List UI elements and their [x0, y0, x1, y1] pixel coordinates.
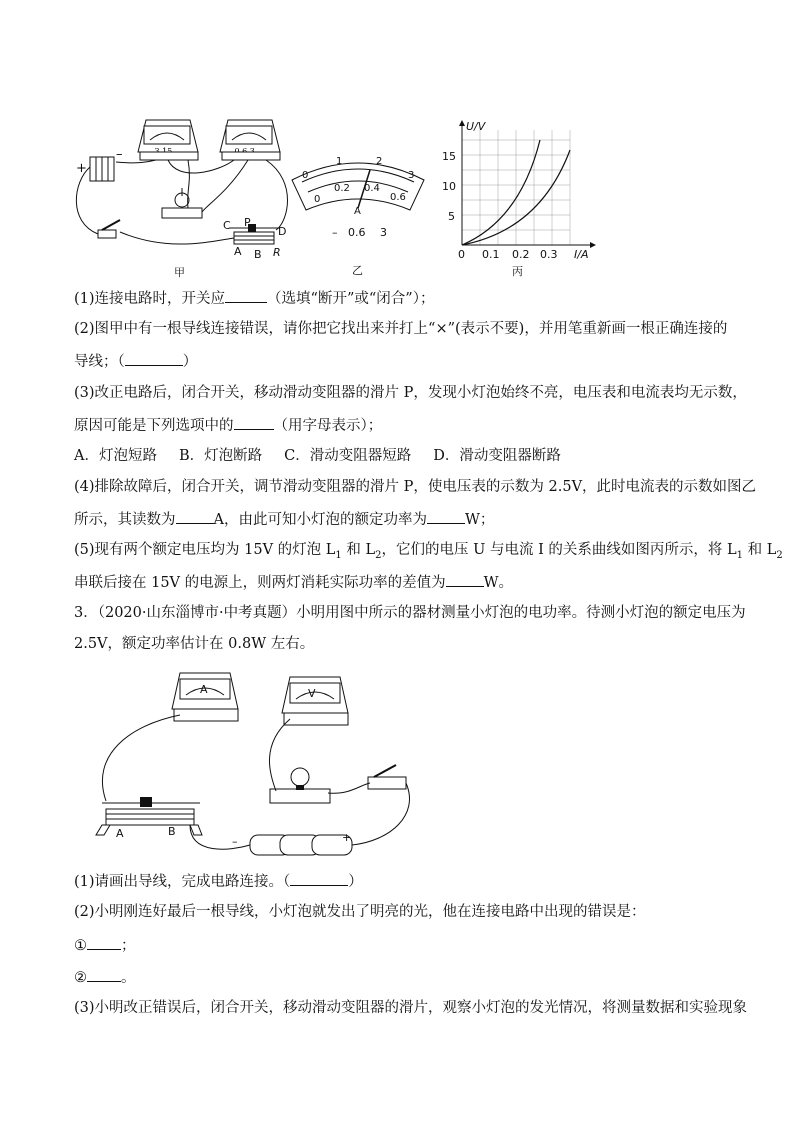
q2-part2-line2: [74, 350, 734, 372]
terminal-3: 3: [380, 226, 387, 239]
q2-part3-line2: [74, 414, 734, 436]
x-tick-01: 0.1: [482, 248, 500, 261]
q3-part1: [74, 870, 734, 892]
figure-q3-apparatus: [90, 665, 420, 865]
iu-curve-chart: [440, 120, 610, 250]
figure-jia: [68, 112, 298, 279]
option-a[interactable]: A．灯泡短路: [74, 448, 157, 464]
q2-p5-text-f: W。: [483, 575, 514, 591]
label-d: D: [278, 225, 287, 238]
q2-p4-text-d: W；: [464, 512, 495, 528]
answer-blank-fault[interactable]: [234, 414, 274, 430]
q2-p3-text-b: 原因可能是下列选项中的: [74, 418, 234, 434]
answer-blank-error1[interactable]: [87, 934, 121, 950]
q3-label-b: B: [168, 825, 176, 838]
caption-jia: 甲: [174, 266, 185, 279]
q2-p5-text: (5)现有两个额定电压均为 15V 的灯泡 L: [74, 542, 336, 558]
x-tick-03: 0.3: [540, 248, 558, 261]
q3-p1-text-b: ）: [348, 874, 363, 890]
dial-inner-3: 0.6: [390, 192, 406, 203]
label-p: P: [244, 216, 251, 229]
q3-p3-text: (3)小明改正错误后，闭合开关，移动滑动变阻器的滑片，观察小灯泡的发光情况，将测量数据和实验现象: [74, 1000, 748, 1016]
q2-options: [74, 446, 734, 466]
q2-p2-text-b: 导线；（: [74, 354, 125, 370]
ammeter-label: A: [200, 683, 208, 696]
y-tick-10: 10: [442, 180, 456, 193]
q2-part1: [74, 287, 734, 309]
q2-p3-text: (3)改正电路后，闭合开关，移动滑动变阻器的滑片 P，发现小灯泡始终不亮，电压表和电流表均无示数，: [74, 385, 747, 401]
error-1-end: ；: [121, 938, 136, 954]
error-2-marker: ②: [74, 970, 87, 986]
label-r: R: [273, 246, 281, 259]
caption-yi: 乙: [352, 264, 363, 277]
answer-blank-current[interactable]: [176, 508, 214, 524]
q3-intro-line2: [74, 634, 734, 654]
answer-blank-switch[interactable]: [225, 287, 267, 303]
answer-blank-power[interactable]: [427, 508, 465, 524]
q2-part5-line1: [74, 540, 783, 566]
x-tick-02: 0.2: [512, 248, 530, 261]
battery-minus: –: [232, 835, 238, 848]
dial-inner-2: 0.4: [364, 183, 380, 194]
option-d[interactable]: D．滑动变阻器断路: [433, 448, 561, 464]
circuit-jia-diagram: [68, 112, 298, 272]
q3-error-1: [74, 934, 734, 956]
option-b[interactable]: B．灯泡断路: [178, 448, 263, 464]
error-1-marker: ①: [74, 938, 87, 954]
dial-inner-0: 0: [314, 194, 321, 205]
q2-p4-text-c: A，由此可知小灯泡的额定功率为: [213, 512, 427, 528]
dial-outer-0: 0: [302, 170, 309, 181]
dial-outer-1: 1: [336, 156, 343, 167]
sub-4: 2: [776, 549, 783, 561]
y-tick-5: 5: [448, 210, 455, 223]
q2-p2-text: (2)图甲中有一根导线连接错误，请你把它找出来并打上“×”(表示不要)，并用笔重新画一根正确连接的: [74, 321, 728, 337]
sub-3: 1: [736, 549, 744, 561]
q3-apparatus-diagram: [90, 665, 420, 865]
axis-x-label: I/A: [574, 248, 589, 261]
q3-part3: [74, 998, 748, 1018]
q2-p5-text-b: 和 L: [341, 542, 376, 558]
answer-blank-wire[interactable]: [125, 350, 183, 366]
dial-outer-2: 2: [376, 156, 383, 167]
q2-p1-text-end: （选填“断开”或“闭合”）；: [267, 291, 435, 307]
y-tick-15: 15: [442, 150, 456, 163]
svg-text:+: +: [76, 161, 87, 176]
axis-y-label: U/V: [466, 120, 486, 133]
q2-part3-line1: [74, 383, 747, 403]
q3-error-2: [74, 966, 734, 988]
option-c[interactable]: C．滑动变阻器短路: [284, 448, 412, 464]
answer-blank-error2[interactable]: [87, 966, 121, 982]
dial-unit: A: [354, 206, 361, 217]
q2-p1-text: (1)连接电路时，开关应: [74, 291, 226, 307]
terminal-minus: –: [332, 226, 338, 239]
q2-p5-text-c: ，它们的电压 U 与电流 I 的关系曲线如图丙所示，将 L: [381, 542, 737, 558]
q2-p2-text-c: ）: [182, 354, 198, 370]
caption-bing: 丙: [512, 265, 523, 278]
q2-part4-line2: [74, 508, 734, 530]
battery-plus: +: [342, 831, 352, 844]
figure-yi: [288, 150, 428, 275]
x-tick-0: 0: [458, 248, 465, 261]
answer-blank-draw[interactable]: [290, 870, 348, 886]
voltmeter-label: V: [308, 687, 316, 700]
error-2-end: 。: [121, 970, 136, 986]
q2-p3-text-c: （用字母表示）；: [273, 418, 383, 434]
sub-2: 2: [375, 549, 382, 561]
q2-part2-line1: [74, 319, 734, 339]
q3-part2: [74, 902, 734, 922]
dial-outer-3: 3: [408, 170, 415, 181]
q3-p2-text: (2)小明刚连好最后一根导线，小灯泡就发出了明亮的光，他在连接电路中出现的错误是：: [74, 904, 646, 920]
q2-p4-text: (4)排除故障后，闭合开关，调节滑动变阻器的滑片 P，使电压表的示数为 2.5V，此时电流表的示数如图乙: [74, 479, 757, 495]
label-c: C: [223, 219, 231, 232]
q2-part4-line1: [74, 477, 757, 497]
q3-intro-text: 3．（2020·山东淄博市·中考真题）小明用图中所示的器材测量小灯泡的电功率。待测小灯泡的额定电压为: [74, 605, 746, 621]
answer-blank-power-diff[interactable]: [446, 571, 484, 587]
label-a: A: [234, 245, 242, 258]
label-b: B: [254, 248, 262, 261]
q3-intro-line1: [74, 603, 746, 623]
q2-p4-text-b: 所示，其读数为: [74, 512, 176, 528]
dial-inner-1: 0.2: [334, 183, 350, 194]
figure-bing: [440, 120, 610, 280]
terminal-06: 0.6: [348, 226, 366, 239]
sub-1: 1: [335, 549, 342, 561]
q2-part5-line2: [74, 571, 734, 593]
q3-label-a: A: [116, 827, 124, 840]
q3-intro-text-b: 2.5V，额定功率估计在 0.8W 左右。: [74, 636, 315, 652]
q3-p1-text: (1)请画出导线，完成电路连接。（: [74, 874, 291, 890]
svg-text:–: –: [116, 147, 123, 162]
q2-p5-text-d: 和 L: [743, 542, 777, 558]
q2-p5-text-e: 串联后接在 15V 的电源上，则两灯消耗实际功率的差值为: [74, 575, 446, 591]
